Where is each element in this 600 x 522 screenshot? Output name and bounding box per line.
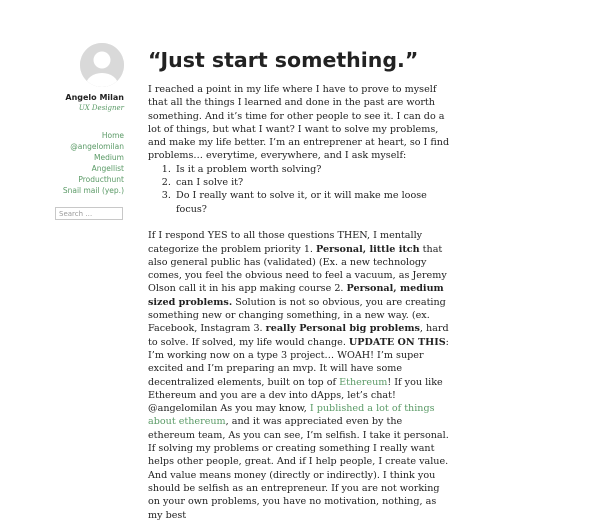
question-list	[148, 163, 450, 216]
ethereum-link[interactable]: Ethereum	[339, 376, 388, 388]
post-intro: I reached a point in my life where I have to prove to myself that all the things I learned and done in the past are worth something. And it’s time for other people to see it. I can do a lot of things, but what I want? I want to solve my problems, and make my life better. I’m an entreprener at heart, so I find problems… everytime, everywhere, and I ask myself:	[148, 84, 450, 162]
avatar[interactable]	[80, 43, 124, 87]
body-text: If I respond YES to all those questions THEN, I mentally categorize the problem priority 1.	[148, 230, 423, 255]
body-text: , hard to solve. If solved, my life would change.	[148, 323, 449, 348]
body-emphasis: UPDATE ON THIS	[348, 336, 446, 348]
body-emphasis: Personal, little itch	[316, 243, 420, 255]
user-silhouette-icon	[80, 43, 124, 87]
list-item: 1. Is it a problem worth solving?	[174, 163, 450, 176]
body-text: ! If you like Ethereum and you are a dev into dApps, let’s chat! @angelomilan As you may know,	[148, 376, 443, 415]
sidebar-nav	[4, 130, 124, 196]
post-body	[148, 229, 450, 522]
body-text: : I’m working now on a type 3 project… WOAH! I’m super excited and I’m preparing an mvp. It will have some decentralized elements, built on top of	[148, 336, 449, 388]
published-ethereum-link[interactable]: I published a lot of things about ethereum	[148, 403, 435, 428]
body-emphasis: really Personal big problems	[265, 323, 420, 335]
list-item: 3. Do I really want to solve it, or it will make me loose focus?	[174, 189, 450, 216]
nav-angellist-link[interactable]: Angellist	[91, 164, 124, 173]
post-title: “Just start something.”	[148, 48, 419, 72]
nav-twitter-link[interactable]: @angelomilan	[70, 142, 124, 151]
body-emphasis: Personal, medium sized problems.	[148, 283, 444, 308]
author-name: Angelo Milan	[65, 93, 124, 102]
body-text: , and it was appreciated even by the ethereum team, As you can see, I’m selfish. I take it personal. If solving my problems or creating something I really want helps other people, great. And if I help people, I create value. And value means money (directly or indirectly). I think you should be selfish as an entrepreneur. If you are not working on your own problems, you have no motivation, nothing, as my best	[148, 416, 449, 521]
body-text: that also general public has (validated) (Ex. a new technology comes, you feel the obvious need to feel a vacuum, as Jeremy Olson call it in his app making course 2.	[148, 243, 447, 295]
list-item: 2. can I solve it?	[174, 176, 450, 189]
nav-medium-link[interactable]: Medium	[94, 153, 124, 162]
body-text: Solution is not so obvious, you are creating something new or changing something, in a new way. (ex. Facebook, Instagram 3.	[148, 296, 446, 335]
nav-producthunt-link[interactable]: Producthunt	[78, 175, 124, 184]
post-content	[148, 46, 600, 522]
sidebar	[0, 0, 130, 400]
search-input[interactable]	[55, 207, 123, 220]
nav-home-link[interactable]: Home	[101, 131, 124, 140]
author-role: UX Designer	[78, 104, 124, 112]
nav-snail-mail-link[interactable]: Snail mail (yep.)	[62, 186, 124, 195]
